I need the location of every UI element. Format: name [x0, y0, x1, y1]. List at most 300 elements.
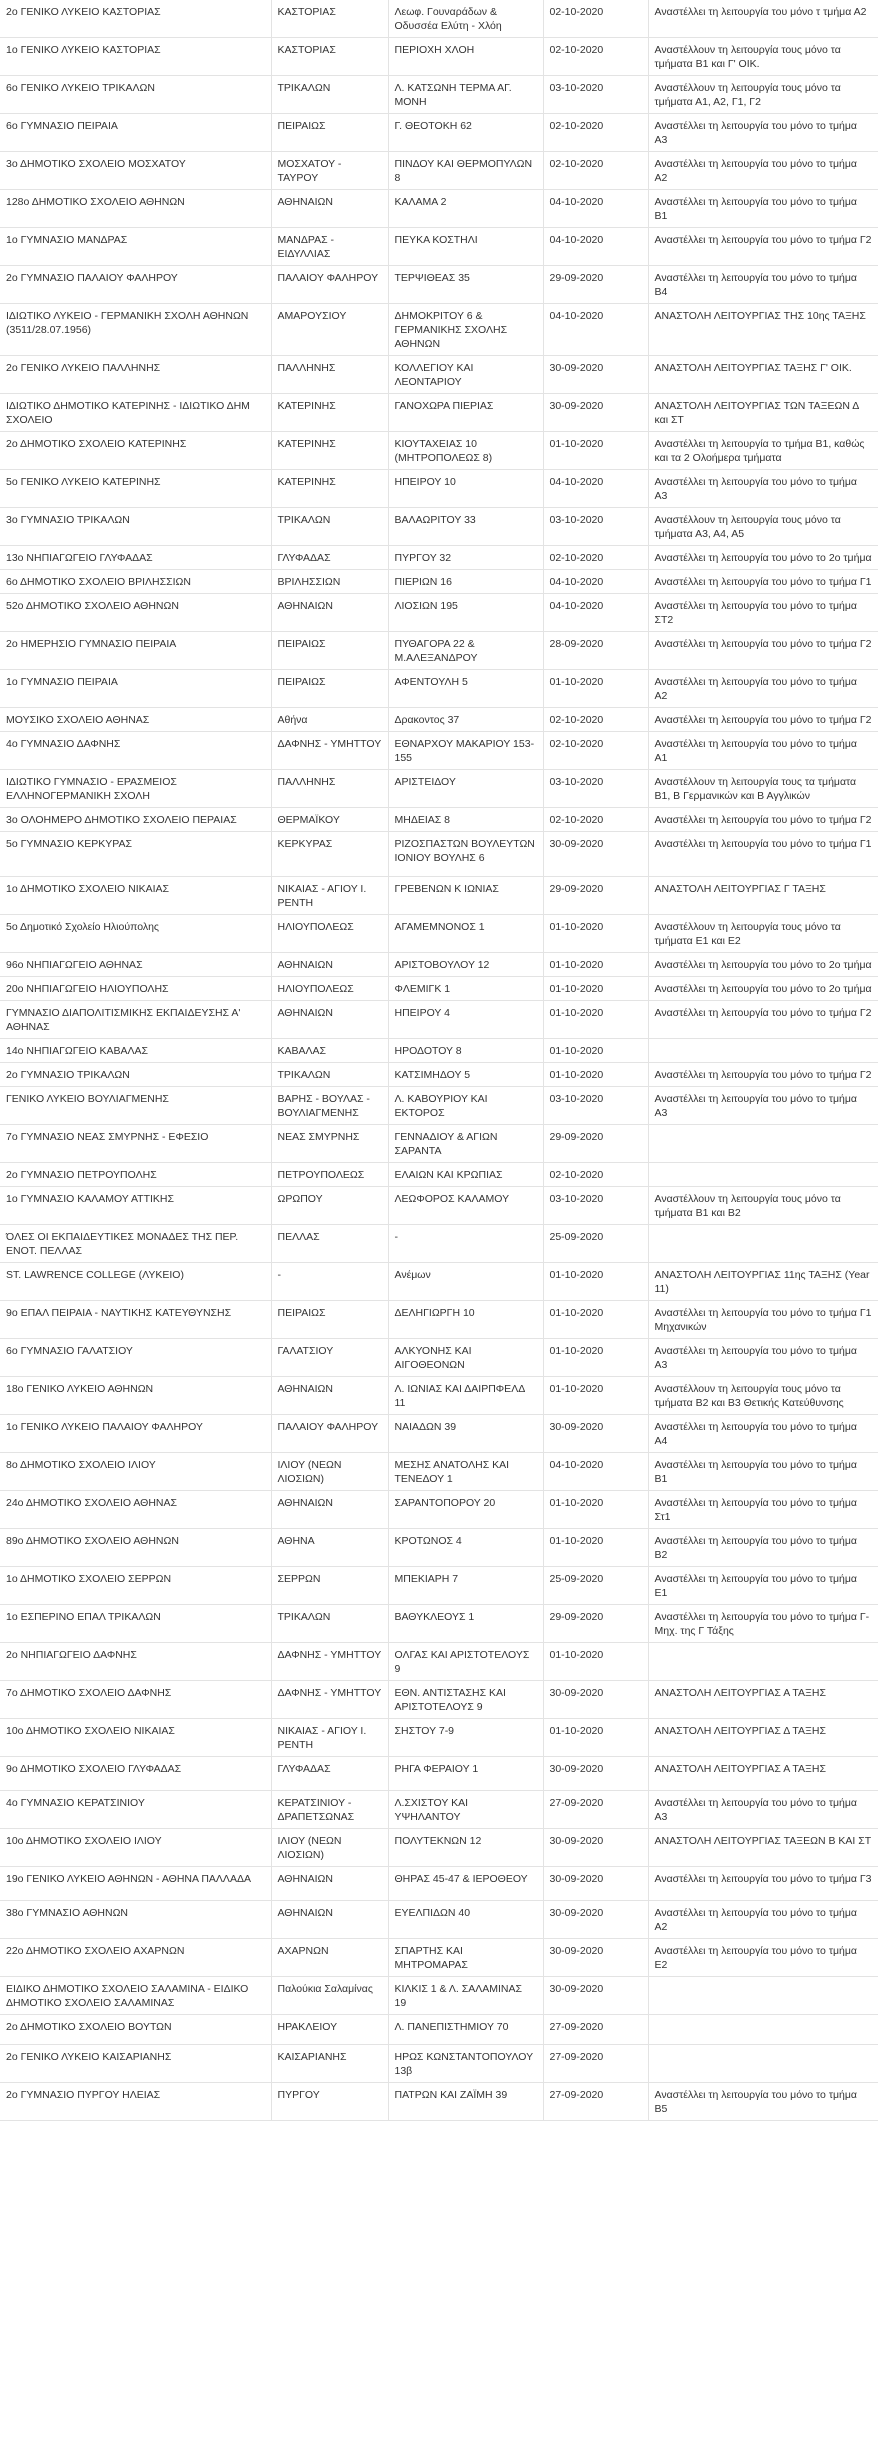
table-row	[0, 1187, 878, 1225]
address-cell: ΔΗΜΟΚΡΙΤΟΥ 6 & ΓΕΡΜΑΝΙΚΗΣ ΣΧΟΛΗΣ ΑΘΗΝΩΝ	[388, 304, 543, 356]
school-name-cell: ST. LAWRENCE COLLEGE (ΛΥΚΕΙΟ)	[0, 1263, 271, 1301]
suspension-note-cell: Αναστέλλει τη λειτουργία του μόνο το τμήμα Α3	[648, 1087, 878, 1125]
address-cell: Λ. ΙΩΝΙΑΣ ΚΑΙ ΔΑΙΡΠΦΕΛΔ 11	[388, 1377, 543, 1415]
table-row	[0, 432, 878, 470]
table-row	[0, 1339, 878, 1377]
table-row	[0, 708, 878, 732]
closure-date-cell: 01-10-2020	[543, 1063, 648, 1087]
closure-date-cell: 02-10-2020	[543, 546, 648, 570]
suspension-note-cell: Αναστέλλουν τη λειτουργία τους μόνο τα τμήματα Ε1 και Ε2	[648, 915, 878, 953]
closure-date-cell: 04-10-2020	[543, 228, 648, 266]
address-cell: ΗΡΟΔΟΤΟΥ 8	[388, 1039, 543, 1063]
address-cell: ΑΡΙΣΤΟΒΟΥΛΟΥ 12	[388, 953, 543, 977]
municipality-cell: ΠΕΙΡΑΙΩΣ	[271, 114, 388, 152]
table-row	[0, 953, 878, 977]
municipality-cell: ΣΕΡΡΩΝ	[271, 1567, 388, 1605]
suspension-note-cell: Αναστέλλει τη λειτουργία του μόνο το τμήμα Α2	[648, 152, 878, 190]
table-row	[0, 356, 878, 394]
school-name-cell: 96ο ΝΗΠΙΑΓΩΓΕΙΟ ΑΘΗΝΑΣ	[0, 953, 271, 977]
school-name-cell: 3ο ΓΥΜΝΑΣΙΟ ΤΡΙΚΑΛΩΝ	[0, 508, 271, 546]
address-cell: ΓΕΝΝΑΔΙΟΥ & ΑΓΙΩΝ ΣΑΡΑΝΤΑ	[388, 1125, 543, 1163]
school-name-cell: 2ο ΓΕΝΙΚΟ ΛΥΚΕΙΟ ΠΑΛΛΗΝΗΣ	[0, 356, 271, 394]
table-row	[0, 1263, 878, 1301]
school-name-cell: 2ο ΓΥΜΝΑΣΙΟ ΠΕΤΡΟΥΠΟΛΗΣ	[0, 1163, 271, 1187]
suspension-note-cell: Αναστέλλει τη λειτουργία του μόνο το τμήμα Ε2	[648, 1939, 878, 1977]
school-name-cell: 18ο ΓΕΝΙΚΟ ΛΥΚΕΙΟ ΑΘΗΝΩΝ	[0, 1377, 271, 1415]
suspension-note-cell: Αναστέλλει τη λειτουργία του μόνο το τμήμα Α2	[648, 670, 878, 708]
school-name-cell: 1ο ΕΣΠΕΡΙΝΟ ΕΠΑΛ ΤΡΙΚΑΛΩΝ	[0, 1605, 271, 1643]
municipality-cell: Παλούκια Σαλαμίνας	[271, 1977, 388, 2015]
municipality-cell: ΠΑΛΑΙΟΥ ΦΑΛΗΡΟΥ	[271, 1415, 388, 1453]
address-cell: Λ.ΣΧΙΣΤΟΥ ΚΑΙ ΥΨΗΛΑΝΤΟΥ	[388, 1791, 543, 1829]
table-row	[0, 1757, 878, 1791]
school-name-cell: 2ο ΓΕΝΙΚΟ ΛΥΚΕΙΟ ΚΑΙΣΑΡΙΑΝΗΣ	[0, 2045, 271, 2083]
address-cell: ΓΑΝΟΧΩΡΑ ΠΙΕΡΙΑΣ	[388, 394, 543, 432]
school-name-cell: 5ο Δημοτικό Σχολείο Ηλιούπολης	[0, 915, 271, 953]
school-name-cell: 1ο ΓΥΜΝΑΣΙΟ ΚΑΛΑΜΟΥ ΑΤΤΙΚΗΣ	[0, 1187, 271, 1225]
suspension-note-cell	[648, 1125, 878, 1163]
closure-date-cell: 01-10-2020	[543, 953, 648, 977]
closure-date-cell: 30-09-2020	[543, 356, 648, 394]
address-cell: ΠΕΥΚΑ ΚΟΣΤΗΛΙ	[388, 228, 543, 266]
municipality-cell: ΠΥΡΓΟΥ	[271, 2083, 388, 2121]
address-cell: Ανέμων	[388, 1263, 543, 1301]
table-row	[0, 1415, 878, 1453]
school-name-cell: 6ο ΔΗΜΟΤΙΚΟ ΣΧΟΛΕΙΟ ΒΡΙΛΗΣΣΙΩΝ	[0, 570, 271, 594]
address-cell: ΣΑΡΑΝΤΟΠΟΡΟΥ 20	[388, 1491, 543, 1529]
suspension-note-cell: Αναστέλλει τη λειτουργία του μόνο το τμήμα Γ-Μηχ. της Γ Τάξης	[648, 1605, 878, 1643]
school-name-cell: ΌΛΕΣ ΟΙ ΕΚΠΑΙΔΕΥΤΙΚΕΣ ΜΟΝΑΔΕΣ ΤΗΣ ΠΕΡ. ΕΝΟΤ. ΠΕΛΛΑΣ	[0, 1225, 271, 1263]
address-cell: ΜΠΕΚΙΑΡΗ 7	[388, 1567, 543, 1605]
municipality-cell: ΑΘΗΝΑΙΩΝ	[271, 594, 388, 632]
address-cell: ΗΠΕΙΡΟΥ 4	[388, 1001, 543, 1039]
table-row	[0, 2045, 878, 2083]
table-row	[0, 1491, 878, 1529]
suspension-note-cell: Αναστέλλουν τη λειτουργία τους τα τμήματα Β1, Β Γερμανικών και Β Αγγλικών	[648, 770, 878, 808]
suspension-note-cell	[648, 1225, 878, 1263]
municipality-cell: ΑΘΗΝΑΙΩΝ	[271, 190, 388, 228]
closure-date-cell: 30-09-2020	[543, 1977, 648, 2015]
table-row	[0, 770, 878, 808]
school-name-cell: 8ο ΔΗΜΟΤΙΚΟ ΣΧΟΛΕΙΟ ΙΛΙΟΥ	[0, 1453, 271, 1491]
municipality-cell: ΑΘΗΝΑΙΩΝ	[271, 1867, 388, 1901]
address-cell: ΑΡΙΣΤΕΙΔΟΥ	[388, 770, 543, 808]
address-cell: ΚΙΟΥΤΑΧΕΙΑΣ 10 (ΜΗΤΡΟΠΟΛΕΩΣ 8)	[388, 432, 543, 470]
municipality-cell: ΑΘΗΝΑΙΩΝ	[271, 1377, 388, 1415]
municipality-cell: ΠΕΤΡΟΥΠΟΛΕΩΣ	[271, 1163, 388, 1187]
suspension-note-cell: Αναστέλλει τη λειτουργία του μόνο το τμήμα Γ3	[648, 1867, 878, 1901]
address-cell: ΗΠΕΙΡΟΥ 10	[388, 470, 543, 508]
closure-date-cell: 30-09-2020	[543, 832, 648, 877]
suspension-note-cell: Αναστέλλει τη λειτουργία του μόνο το τμήμα Στ1	[648, 1491, 878, 1529]
suspension-note-cell	[648, 1977, 878, 2015]
address-cell: ΕΥΕΛΠΙΔΩΝ 40	[388, 1901, 543, 1939]
closure-date-cell: 01-10-2020	[543, 1529, 648, 1567]
school-name-cell: ΕΙΔΙΚΟ ΔΗΜΟΤΙΚΟ ΣΧΟΛΕΙΟ ΣΑΛΑΜΙΝΑ - ΕΙΔΙΚΟ ΔΗΜΟΤΙΚΟ ΣΧΟΛΕΙΟ ΣΑΛΑΜΙΝΑΣ	[0, 1977, 271, 2015]
table-row	[0, 266, 878, 304]
closure-date-cell: 29-09-2020	[543, 877, 648, 915]
school-name-cell: 1ο ΓΥΜΝΑΣΙΟ ΠΕΙΡΑΙΑ	[0, 670, 271, 708]
school-name-cell: 6ο ΓΕΝΙΚΟ ΛΥΚΕΙΟ ΤΡΙΚΑΛΩΝ	[0, 76, 271, 114]
address-cell: ΠΑΤΡΩΝ ΚΑΙ ΖΑΪΜΗ 39	[388, 2083, 543, 2121]
municipality-cell: ΤΡΙΚΑΛΩΝ	[271, 1605, 388, 1643]
municipality-cell: ΚΑΒΑΛΑΣ	[271, 1039, 388, 1063]
address-cell: ΓΡΕΒΕΝΩΝ Κ ΙΩΝΙΑΣ	[388, 877, 543, 915]
closure-date-cell: 25-09-2020	[543, 1567, 648, 1605]
table-row	[0, 1063, 878, 1087]
municipality-cell: Αθήνα	[271, 708, 388, 732]
suspension-note-cell	[648, 2015, 878, 2045]
school-name-cell: 6ο ΓΥΜΝΑΣΙΟ ΓΑΛΑΤΣΙΟΥ	[0, 1339, 271, 1377]
suspension-note-cell: Αναστέλλει τη λειτουργία του μόνο το τμήμα Γ2	[648, 708, 878, 732]
address-cell: ΦΛΕΜΙΓΚ 1	[388, 977, 543, 1001]
municipality-cell: ΚΑΤΕΡΙΝΗΣ	[271, 394, 388, 432]
municipality-cell: ΔΑΦΝΗΣ - ΥΜΗΤΤΟΥ	[271, 732, 388, 770]
school-name-cell: 19ο ΓΕΝΙΚΟ ΛΥΚΕΙΟ ΑΘΗΝΩΝ - ΑΘΗΝΑ ΠΑΛΛΑΔΑ	[0, 1867, 271, 1901]
table-row	[0, 1939, 878, 1977]
address-cell: ΤΕΡΨΙΘΕΑΣ 35	[388, 266, 543, 304]
closure-date-cell: 02-10-2020	[543, 808, 648, 832]
closure-date-cell: 27-09-2020	[543, 2045, 648, 2083]
address-cell: ΟΛΓΑΣ ΚΑΙ ΑΡΙΣΤΟΤΕΛΟΥΣ 9	[388, 1643, 543, 1681]
suspension-note-cell: Αναστέλλει τη λειτουργία του μόνο το τμήμα Α4	[648, 1415, 878, 1453]
school-name-cell: 3ο ΔΗΜΟΤΙΚΟ ΣΧΟΛΕΙΟ ΜΟΣΧΑΤΟΥ	[0, 152, 271, 190]
closure-date-cell: 30-09-2020	[543, 1829, 648, 1867]
school-name-cell: 1ο ΓΕΝΙΚΟ ΛΥΚΕΙΟ ΚΑΣΤΟΡΙΑΣ	[0, 38, 271, 76]
table-row	[0, 732, 878, 770]
municipality-cell: ΙΛΙΟΥ (ΝΕΩΝ ΛΙΟΣΙΩΝ)	[271, 1829, 388, 1867]
closure-date-cell: 29-09-2020	[543, 1125, 648, 1163]
closure-date-cell: 30-09-2020	[543, 1415, 648, 1453]
suspension-note-cell: Αναστέλλει τη λειτουργία του μόνο το τμήμα Β1	[648, 1453, 878, 1491]
school-name-cell: 5ο ΓΕΝΙΚΟ ΛΥΚΕΙΟ ΚΑΤΕΡΙΝΗΣ	[0, 470, 271, 508]
table-row	[0, 114, 878, 152]
closure-date-cell: 01-10-2020	[543, 432, 648, 470]
suspension-note-cell	[648, 1643, 878, 1681]
school-name-cell: 128ο ΔΗΜΟΤΙΚΟ ΣΧΟΛΕΙΟ ΑΘΗΝΩΝ	[0, 190, 271, 228]
school-name-cell: 2ο ΔΗΜΟΤΙΚΟ ΣΧΟΛΕΙΟ ΒΟΥΤΩΝ	[0, 2015, 271, 2045]
closure-date-cell: 02-10-2020	[543, 732, 648, 770]
closure-date-cell: 01-10-2020	[543, 915, 648, 953]
municipality-cell: ΘΕΡΜΑΪΚΟΥ	[271, 808, 388, 832]
suspension-note-cell: Αναστέλλει τη λειτουργία του μόνο το τμήμα Γ1 Μηχανικών	[648, 1301, 878, 1339]
school-name-cell: 1ο ΓΥΜΝΑΣΙΟ ΜΑΝΔΡΑΣ	[0, 228, 271, 266]
municipality-cell: ΑΘΗΝΑΙΩΝ	[271, 953, 388, 977]
table-row	[0, 832, 878, 877]
school-name-cell: 4ο ΓΥΜΝΑΣΙΟ ΚΕΡΑΤΣΙΝΙΟΥ	[0, 1791, 271, 1829]
closure-date-cell: 29-09-2020	[543, 266, 648, 304]
school-name-cell: 7ο ΔΗΜΟΤΙΚΟ ΣΧΟΛΕΙΟ ΔΑΦΝΗΣ	[0, 1681, 271, 1719]
school-name-cell: 2ο ΓΥΜΝΑΣΙΟ ΠΑΛΑΙΟΥ ΦΑΛΗΡΟΥ	[0, 266, 271, 304]
suspension-note-cell: Αναστέλλει τη λειτουργία του μόνο το τμήμα Β5	[648, 2083, 878, 2121]
address-cell: ΚΟΛΛΕΓΙΟΥ ΚΑΙ ΛΕΟΝΤΑΡΙΟΥ	[388, 356, 543, 394]
school-name-cell: ΙΔΙΩΤΙΚΟ ΓΥΜΝΑΣΙΟ - ΕΡΑΣΜΕΙΟΣ ΕΛΛΗΝΟΓΕΡΜΑΝΙΚΗ ΣΧΟΛΗ	[0, 770, 271, 808]
suspension-note-cell: Αναστέλλει τη λειτουργία του μόνο το τμήμα Β4	[648, 266, 878, 304]
school-name-cell: 4ο ΓΥΜΝΑΣΙΟ ΔΑΦΝΗΣ	[0, 732, 271, 770]
municipality-cell: ΠΕΙΡΑΙΩΣ	[271, 632, 388, 670]
suspension-note-cell: Αναστέλλουν τη λειτουργία τους μόνο τα τμήματα Α1, Α2, Γ1, Γ2	[648, 76, 878, 114]
school-name-cell: 10ο ΔΗΜΟΤΙΚΟ ΣΧΟΛΕΙΟ ΙΛΙΟΥ	[0, 1829, 271, 1867]
municipality-cell: ΤΡΙΚΑΛΩΝ	[271, 508, 388, 546]
address-cell: ΒΑΛΑΩΡΙΤΟΥ 33	[388, 508, 543, 546]
closure-date-cell: 01-10-2020	[543, 1377, 648, 1415]
closure-date-cell: 29-09-2020	[543, 1605, 648, 1643]
address-cell: ΠΙΝΔΟΥ ΚΑΙ ΘΕΡΜΟΠΥΛΩΝ 8	[388, 152, 543, 190]
municipality-cell: ΜΑΝΔΡΑΣ - ΕΙΔΥΛΛΙΑΣ	[271, 228, 388, 266]
table-row	[0, 1901, 878, 1939]
address-cell: ΕΛΑΙΩΝ ΚΑΙ ΚΡΩΠΙΑΣ	[388, 1163, 543, 1187]
municipality-cell: ΠΕΙΡΑΙΩΣ	[271, 1301, 388, 1339]
closure-date-cell: 03-10-2020	[543, 1187, 648, 1225]
municipality-cell: ΗΛΙΟΥΠΟΛΕΩΣ	[271, 977, 388, 1001]
suspension-note-cell: Αναστέλλει τη λειτουργία του μόνο το τμήμα Α1	[648, 732, 878, 770]
school-name-cell: ΓΕΝΙΚΟ ΛΥΚΕΙΟ ΒΟΥΛΙΑΓΜΕΝΗΣ	[0, 1087, 271, 1125]
municipality-cell: ΑΜΑΡΟΥΣΙΟΥ	[271, 304, 388, 356]
address-cell: ΜΗΔΕΙΑΣ 8	[388, 808, 543, 832]
table-row	[0, 632, 878, 670]
address-cell: ΡΗΓΑ ΦΕΡΑΙΟΥ 1	[388, 1757, 543, 1791]
municipality-cell: ΚΑΣΤΟΡΙΑΣ	[271, 0, 388, 38]
suspension-note-cell: Αναστέλλει τη λειτουργία του μόνο το τμήμα ΣΤ2	[648, 594, 878, 632]
table-row	[0, 1163, 878, 1187]
closure-date-cell: 02-10-2020	[543, 114, 648, 152]
address-cell: ΚΑΛΑΜΑ 2	[388, 190, 543, 228]
municipality-cell: -	[271, 1263, 388, 1301]
suspension-note-cell: Αναστέλλει τη λειτουργία του μόνο τ τμήμα Α2	[648, 0, 878, 38]
municipality-cell: ΓΛΥΦΑΔΑΣ	[271, 1757, 388, 1791]
closure-date-cell: 04-10-2020	[543, 190, 648, 228]
table-row	[0, 977, 878, 1001]
school-name-cell: ΜΟΥΣΙΚΟ ΣΧΟΛΕΙΟ ΑΘΗΝΑΣ	[0, 708, 271, 732]
municipality-cell: ΑΘΗΝΑΙΩΝ	[271, 1491, 388, 1529]
table-row	[0, 1039, 878, 1063]
municipality-cell: ΙΛΙΟΥ (ΝΕΩΝ ΛΙΟΣΙΩΝ)	[271, 1453, 388, 1491]
school-name-cell: 9ο ΔΗΜΟΤΙΚΟ ΣΧΟΛΕΙΟ ΓΛΥΦΑΔΑΣ	[0, 1757, 271, 1791]
address-cell: ΑΦΕΝΤΟΥΛΗ 5	[388, 670, 543, 708]
school-name-cell: 2ο ΗΜΕΡΗΣΙΟ ΓΥΜΝΑΣΙΟ ΠΕΙΡΑΙΑ	[0, 632, 271, 670]
closure-date-cell: 02-10-2020	[543, 1163, 648, 1187]
school-name-cell: 22ο ΔΗΜΟΤΙΚΟ ΣΧΟΛΕΙΟ ΑΧΑΡΝΩΝ	[0, 1939, 271, 1977]
school-name-cell: 10ο ΔΗΜΟΤΙΚΟ ΣΧΟΛΕΙΟ ΝΙΚΑΙΑΣ	[0, 1719, 271, 1757]
address-cell: ΒΑΘΥΚΛΕΟΥΣ 1	[388, 1605, 543, 1643]
table-row	[0, 877, 878, 915]
municipality-cell: ΤΡΙΚΑΛΩΝ	[271, 76, 388, 114]
table-row	[0, 1681, 878, 1719]
school-name-cell: 2ο ΔΗΜΟΤΙΚΟ ΣΧΟΛΕΙΟ ΚΑΤΕΡΙΝΗΣ	[0, 432, 271, 470]
address-cell: Λ. ΚΑΒΟΥΡΙΟΥ ΚΑΙ ΕΚΤΟΡΟΣ	[388, 1087, 543, 1125]
suspension-note-cell: Αναστέλλει τη λειτουργία του μόνο το 2ο τμήμα	[648, 546, 878, 570]
closure-date-cell: 02-10-2020	[543, 152, 648, 190]
address-cell: Λεωφ. Γουναράδων & Οδυσσέα Ελύτη - Χλόη	[388, 0, 543, 38]
address-cell: ΚΡΟΤΩΝΟΣ 4	[388, 1529, 543, 1567]
municipality-cell: ΑΘΗΝΑΙΩΝ	[271, 1001, 388, 1039]
closure-date-cell: 01-10-2020	[543, 1001, 648, 1039]
school-name-cell: 14ο ΝΗΠΙΑΓΩΓΕΙΟ ΚΑΒΑΛΑΣ	[0, 1039, 271, 1063]
suspension-note-cell: Αναστέλλει τη λειτουργία του μόνο το τμήμα Α3	[648, 470, 878, 508]
address-cell: ΠΙΕΡΙΩΝ 16	[388, 570, 543, 594]
municipality-cell: ΚΑΤΕΡΙΝΗΣ	[271, 470, 388, 508]
table-row	[0, 1377, 878, 1415]
suspension-note-cell: Αναστέλλει τη λειτουργία του μόνο το τμήμα Γ2	[648, 228, 878, 266]
table-row	[0, 2015, 878, 2045]
municipality-cell: ΔΑΦΝΗΣ - ΥΜΗΤΤΟΥ	[271, 1643, 388, 1681]
municipality-cell: ΚΕΡΑΤΣΙΝΙΟΥ - ΔΡΑΠΕΤΣΩΝΑΣ	[271, 1791, 388, 1829]
municipality-cell: ΔΑΦΝΗΣ - ΥΜΗΤΤΟΥ	[271, 1681, 388, 1719]
closure-date-cell: 27-09-2020	[543, 2015, 648, 2045]
school-name-cell: 89ο ΔΗΜΟΤΙΚΟ ΣΧΟΛΕΙΟ ΑΘΗΝΩΝ	[0, 1529, 271, 1567]
closure-date-cell: 01-10-2020	[543, 670, 648, 708]
suspension-note-cell: Αναστέλλουν τη λειτουργία τους μόνο τα τμήματα Β1 και Γ' ΟΙΚ.	[648, 38, 878, 76]
address-cell: ΚΙΛΚΙΣ 1 & Λ. ΣΑΛΑΜΙΝΑΣ 19	[388, 1977, 543, 2015]
address-cell: ΔΕΛΗΓΙΩΡΓΗ 10	[388, 1301, 543, 1339]
school-name-cell: 9ο ΕΠΑΛ ΠΕΙΡΑΙΑ - ΝΑΥΤΙΚΗΣ ΚΑΤΕΥΘΥΝΣΗΣ	[0, 1301, 271, 1339]
table-row	[0, 1791, 878, 1829]
municipality-cell: ΠΑΛΛΗΝΗΣ	[271, 356, 388, 394]
address-cell: ΑΛΚΥΟΝΗΣ ΚΑΙ ΑΙΓΟΘΕΟΝΩΝ	[388, 1339, 543, 1377]
suspension-note-cell: Αναστέλλει τη λειτουργία του μόνο το τμήμα Ε1	[648, 1567, 878, 1605]
school-name-cell: 2ο ΓΥΜΝΑΣΙΟ ΠΥΡΓΟΥ ΗΛΕΙΑΣ	[0, 2083, 271, 2121]
address-cell: ΛΙΟΣΙΩΝ 195	[388, 594, 543, 632]
school-name-cell: 38ο ΓΥΜΝΑΣΙΟ ΑΘΗΝΩΝ	[0, 1901, 271, 1939]
municipality-cell: ΝΙΚΑΙΑΣ - ΑΓΙΟΥ Ι. ΡΕΝΤΗ	[271, 1719, 388, 1757]
suspension-note-cell: ΑΝΑΣΤΟΛΗ ΛΕΙΤΟΥΡΓΙΑΣ Γ ΤΑΞΗΣ	[648, 877, 878, 915]
table-row	[0, 1829, 878, 1867]
closure-date-cell: 30-09-2020	[543, 394, 648, 432]
table-row	[0, 394, 878, 432]
table-row	[0, 508, 878, 546]
suspension-note-cell: Αναστέλλουν τη λειτουργία τους μόνο τα τμήματα Β1 και Β2	[648, 1187, 878, 1225]
table-row	[0, 38, 878, 76]
school-name-cell: 1ο ΔΗΜΟΤΙΚΟ ΣΧΟΛΕΙΟ ΣΕΡΡΩΝ	[0, 1567, 271, 1605]
municipality-cell: ΠΑΛΑΙΟΥ ΦΑΛΗΡΟΥ	[271, 266, 388, 304]
municipality-cell: ΩΡΩΠΟΥ	[271, 1187, 388, 1225]
table-row	[0, 1977, 878, 2015]
closure-date-cell: 30-09-2020	[543, 1757, 648, 1791]
closure-date-cell: 30-09-2020	[543, 1681, 648, 1719]
table-row	[0, 1567, 878, 1605]
address-cell: ΘΗΡΑΣ 45-47 & ΙΕΡΟΘΕΟΥ	[388, 1867, 543, 1901]
closure-date-cell: 01-10-2020	[543, 1301, 648, 1339]
suspension-note-cell: Αναστέλλει τη λειτουργία του μόνο το τμήμα Γ2	[648, 1063, 878, 1087]
suspension-note-cell: Αναστέλλει τη λειτουργία του μόνο το τμήμα Γ1	[648, 832, 878, 877]
address-cell: ΚΑΤΣΙΜΗΔΟΥ 5	[388, 1063, 543, 1087]
municipality-cell: ΝΕΑΣ ΣΜΥΡΝΗΣ	[271, 1125, 388, 1163]
table-row	[0, 546, 878, 570]
table-row	[0, 915, 878, 953]
table-row	[0, 1867, 878, 1901]
closure-date-cell: 02-10-2020	[543, 38, 648, 76]
school-name-cell: 1ο ΓΕΝΙΚΟ ΛΥΚΕΙΟ ΠΑΛΑΙΟΥ ΦΑΛΗΡΟΥ	[0, 1415, 271, 1453]
address-cell: ΑΓΑΜΕΜΝΟΝΟΣ 1	[388, 915, 543, 953]
municipality-cell: ΤΡΙΚΑΛΩΝ	[271, 1063, 388, 1087]
closure-date-cell: 03-10-2020	[543, 508, 648, 546]
school-name-cell: 2ο ΓΥΜΝΑΣΙΟ ΤΡΙΚΑΛΩΝ	[0, 1063, 271, 1087]
municipality-cell: ΚΑΣΤΟΡΙΑΣ	[271, 38, 388, 76]
table-row	[0, 670, 878, 708]
address-cell: ΠΥΘΑΓΟΡΑ 22 & Μ.ΑΛΕΞΑΝΔΡΟΥ	[388, 632, 543, 670]
table-row	[0, 1225, 878, 1263]
table-row	[0, 1301, 878, 1339]
address-cell: ΛΕΩΦΟΡΟΣ ΚΑΛΑΜΟΥ	[388, 1187, 543, 1225]
municipality-cell: ΗΡΑΚΛΕΙΟΥ	[271, 2015, 388, 2045]
closure-date-cell: 01-10-2020	[543, 1263, 648, 1301]
table-row	[0, 470, 878, 508]
municipality-cell: ΚΕΡΚΥΡΑΣ	[271, 832, 388, 877]
suspension-note-cell: Αναστέλλει τη λειτουργία του μόνο το τμήμα Γ2	[648, 808, 878, 832]
suspension-note-cell: ΑΝΑΣΤΟΛΗ ΛΕΙΤΟΥΡΓΙΑΣ ΤΗΣ 10ης ΤΑΞΗΣ	[648, 304, 878, 356]
closure-date-cell: 03-10-2020	[543, 76, 648, 114]
school-name-cell: 24ο ΔΗΜΟΤΙΚΟ ΣΧΟΛΕΙΟ ΑΘΗΝΑΣ	[0, 1491, 271, 1529]
municipality-cell: ΒΡΙΛΗΣΣΙΩΝ	[271, 570, 388, 594]
school-name-cell: ΙΔΙΩΤΙΚΟ ΛΥΚΕΙΟ - ΓΕΡΜΑΝΙΚΗ ΣΧΟΛΗ ΑΘΗΝΩΝ (3511/28.07.1956)	[0, 304, 271, 356]
suspension-note-cell: Αναστέλλει τη λειτουργία του μόνο το 2ο τμήμα	[648, 977, 878, 1001]
address-cell: Λ. ΚΑΤΣΩΝΗ ΤΕΡΜΑ ΑΓ. ΜΟΝΗ	[388, 76, 543, 114]
municipality-cell: ΒΑΡΗΣ - ΒΟΥΛΑΣ - ΒΟΥΛΙΑΓΜΕΝΗΣ	[271, 1087, 388, 1125]
closure-date-cell: 04-10-2020	[543, 304, 648, 356]
school-name-cell: 2ο ΝΗΠΙΑΓΩΓΕΙΟ ΔΑΦΝΗΣ	[0, 1643, 271, 1681]
closure-date-cell: 30-09-2020	[543, 1939, 648, 1977]
closure-date-cell: 28-09-2020	[543, 632, 648, 670]
school-name-cell: 6ο ΓΥΜΝΑΣΙΟ ΠΕΙΡΑΙΑ	[0, 114, 271, 152]
table-row	[0, 1719, 878, 1757]
school-name-cell: 52ο ΔΗΜΟΤΙΚΟ ΣΧΟΛΕΙΟ ΑΘΗΝΩΝ	[0, 594, 271, 632]
suspension-note-cell: Αναστέλλει τη λειτουργία του μόνο το τμήμα Γ2	[648, 1001, 878, 1039]
closure-date-cell: 01-10-2020	[543, 1339, 648, 1377]
municipality-cell: ΠΕΙΡΑΙΩΣ	[271, 670, 388, 708]
closure-date-cell: 01-10-2020	[543, 1039, 648, 1063]
suspension-note-cell: ΑΝΑΣΤΟΛΗ ΛΕΙΤΟΥΡΓΙΑΣ Α ΤΑΞΗΣ	[648, 1681, 878, 1719]
school-name-cell: ΙΔΙΩΤΙΚΟ ΔΗΜΟΤΙΚΟ ΚΑΤΕΡΙΝΗΣ - ΙΔΙΩΤΙΚΟ ΔΗΜ ΣΧΟΛΕΙΟ	[0, 394, 271, 432]
suspension-note-cell: Αναστέλλει τη λειτουργία το τμήμα Β1, καθώς και τα 2 Ολοήμερα τμήματα	[648, 432, 878, 470]
address-cell: Λ. ΠΑΝΕΠΙΣΤΗΜΙΟΥ 70	[388, 2015, 543, 2045]
school-name-cell: ΓΥΜΝΑΣΙΟ ΔΙΑΠΟΛΙΤΙΣΜΙΚΗΣ ΕΚΠΑΙΔΕΥΣΗΣ Α' ΑΘΗΝΑΣ	[0, 1001, 271, 1039]
address-cell: ΠΕΡΙΟΧΗ ΧΛΟΗ	[388, 38, 543, 76]
address-cell: -	[388, 1225, 543, 1263]
closure-date-cell: 30-09-2020	[543, 1867, 648, 1901]
table-row	[0, 570, 878, 594]
municipality-cell: ΓΑΛΑΤΣΙΟΥ	[271, 1339, 388, 1377]
school-name-cell: 20ο ΝΗΠΙΑΓΩΓΕΙΟ ΗΛΙΟΥΠΟΛΗΣ	[0, 977, 271, 1001]
suspension-note-cell: Αναστέλλουν τη λειτουργία τους μόνο τα τμήματα Α3, Α4, Α5	[648, 508, 878, 546]
municipality-cell: ΚΑΙΣΑΡΙΑΝΗΣ	[271, 2045, 388, 2083]
municipality-cell: ΚΑΤΕΡΙΝΗΣ	[271, 432, 388, 470]
school-name-cell: 2ο ΓΕΝΙΚΟ ΛΥΚΕΙΟ ΚΑΣΤΟΡΙΑΣ	[0, 0, 271, 38]
address-cell: ΝΑΙΑΔΩΝ 39	[388, 1415, 543, 1453]
municipality-cell: ΠΑΛΛΗΝΗΣ	[271, 770, 388, 808]
table-row	[0, 1087, 878, 1125]
table-row	[0, 1605, 878, 1643]
closure-date-cell: 01-10-2020	[543, 1643, 648, 1681]
table-row	[0, 1001, 878, 1039]
table-row	[0, 1125, 878, 1163]
municipality-cell: ΑΘΗΝΑΙΩΝ	[271, 1901, 388, 1939]
suspension-note-cell: ΑΝΑΣΤΟΛΗ ΛΕΙΤΟΥΡΓΙΑΣ Δ ΤΑΞΗΣ	[648, 1719, 878, 1757]
municipality-cell: ΝΙΚΑΙΑΣ - ΑΓΙΟΥ Ι. ΡΕΝΤΗ	[271, 877, 388, 915]
closure-date-cell: 02-10-2020	[543, 708, 648, 732]
closure-date-cell: 27-09-2020	[543, 1791, 648, 1829]
table-row	[0, 152, 878, 190]
municipality-cell: ΜΟΣΧΑΤΟΥ - ΤΑΥΡΟΥ	[271, 152, 388, 190]
closure-date-cell: 04-10-2020	[543, 1453, 648, 1491]
address-cell: Γ. ΘΕΟΤΟΚΗ 62	[388, 114, 543, 152]
closure-date-cell: 04-10-2020	[543, 594, 648, 632]
suspension-note-cell: Αναστέλλουν τη λειτουργία τους μόνο τα τμήματα Β2 και Β3 Θετικής Κατεύθυνσης	[648, 1377, 878, 1415]
address-cell: ΜΕΣΗΣ ΑΝΑΤΟΛΗΣ ΚΑΙ ΤΕΝΕΔΟΥ 1	[388, 1453, 543, 1491]
school-name-cell: 3ο ΟΛΟΗΜΕΡΟ ΔΗΜΟΤΙΚΟ ΣΧΟΛΕΙΟ ΠΕΡΑΙΑΣ	[0, 808, 271, 832]
suspension-note-cell: Αναστέλλει τη λειτουργία του μόνο το τμήμα Β2	[648, 1529, 878, 1567]
suspension-note-cell	[648, 2045, 878, 2083]
suspension-note-cell: Αναστέλλει τη λειτουργία του μόνο το τμήμα Α3	[648, 1791, 878, 1829]
